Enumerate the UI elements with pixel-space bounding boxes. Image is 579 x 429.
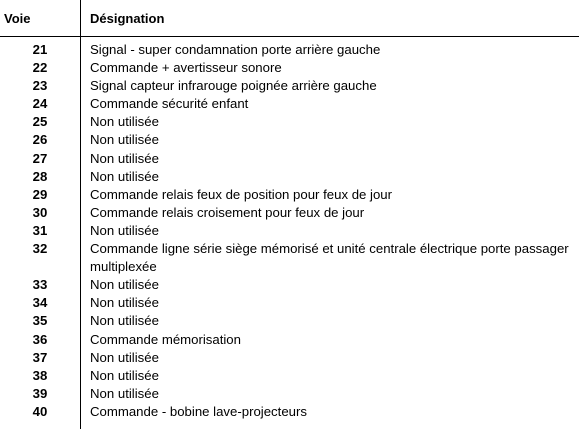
table-row xyxy=(0,204,579,222)
table-row xyxy=(0,95,579,113)
cell-voie: 35 xyxy=(32,313,48,329)
table-row xyxy=(0,41,579,59)
cell-voie: 28 xyxy=(32,168,48,184)
table-row xyxy=(0,312,579,330)
table-header xyxy=(0,0,579,37)
table-body xyxy=(0,41,579,421)
table-row xyxy=(0,294,579,312)
cell-designation: Commande relais feux de position pour feux de jour xyxy=(90,186,393,202)
cell-designation: Non utilisée xyxy=(90,222,159,238)
cell-designation: Signal - super condamnation porte arrière gauche xyxy=(90,42,381,57)
table-row xyxy=(0,113,579,131)
cell-voie: 31 xyxy=(32,222,48,238)
cell-voie: 22 xyxy=(32,60,48,76)
cell-voie: 34 xyxy=(32,295,48,311)
table-row xyxy=(0,276,579,294)
table-row xyxy=(0,385,579,403)
cell-designation: Non utilisée xyxy=(90,349,159,365)
cell-voie: 27 xyxy=(32,150,48,166)
table-row xyxy=(0,240,579,276)
cell-voie: 26 xyxy=(32,132,48,148)
table-row xyxy=(0,131,579,149)
table-row xyxy=(0,77,579,95)
cell-voie: 39 xyxy=(32,385,48,401)
cell-voie: 33 xyxy=(32,277,48,293)
cell-voie: 24 xyxy=(32,96,48,112)
cell-designation: Non utilisée xyxy=(90,168,159,184)
column-header-designation: Désignation xyxy=(90,11,165,26)
cell-designation: Signal capteur infrarouge poignée arrière gauche xyxy=(90,78,377,94)
cell-designation: Non utilisée xyxy=(90,277,159,293)
table-row xyxy=(0,331,579,349)
table-row xyxy=(0,186,579,204)
cell-designation: Commande relais croisement pour feux de jour xyxy=(90,204,365,220)
table-row xyxy=(0,150,579,168)
cell-designation: Commande - bobine lave-projecteurs xyxy=(90,403,307,419)
table-row xyxy=(0,168,579,186)
cell-voie: 30 xyxy=(32,204,48,220)
cell-designation: Commande sécurité enfant xyxy=(90,96,249,112)
cell-designation: Non utilisée xyxy=(90,114,159,130)
table-row xyxy=(0,349,579,367)
cell-voie: 40 xyxy=(32,403,48,419)
cell-voie: 36 xyxy=(32,331,48,347)
cell-voie: 29 xyxy=(32,186,48,202)
table-row xyxy=(0,403,579,421)
table-row xyxy=(0,222,579,240)
cell-designation: Commande mémorisation xyxy=(90,331,241,347)
cell-designation: Non utilisée xyxy=(90,295,159,311)
column-header-voie: Voie xyxy=(4,11,31,26)
cell-voie: 37 xyxy=(32,349,48,365)
cell-designation: Non utilisée xyxy=(90,385,159,401)
table-row xyxy=(0,59,579,77)
header-divider xyxy=(0,36,579,37)
cell-designation: Commande + avertisseur sonore xyxy=(90,60,282,76)
cell-designation: Non utilisée xyxy=(90,367,159,383)
cell-designation: Commande ligne série siège mémorisé et unité centrale électrique porte passager multiplexée xyxy=(90,241,569,275)
cell-designation: Non utilisée xyxy=(90,313,159,329)
cell-voie: 25 xyxy=(32,114,48,130)
cell-voie: 32 xyxy=(32,241,48,257)
cell-voie: 23 xyxy=(32,78,48,94)
table-row xyxy=(0,367,579,385)
cell-voie: 38 xyxy=(32,367,48,383)
cell-designation: Non utilisée xyxy=(90,132,159,148)
cell-voie: 21 xyxy=(32,42,48,57)
cell-designation: Non utilisée xyxy=(90,150,159,166)
